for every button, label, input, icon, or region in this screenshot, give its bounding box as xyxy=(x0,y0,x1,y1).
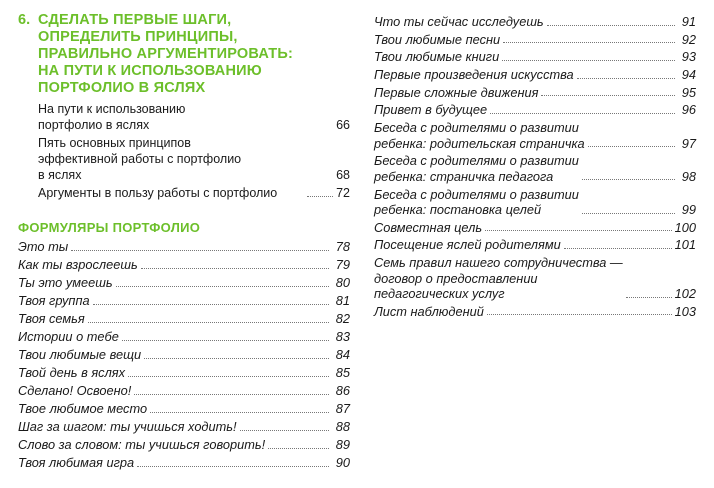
dot-leader xyxy=(541,95,675,96)
page-number: 102 xyxy=(674,286,696,302)
page-number: 84 xyxy=(335,347,350,362)
toc-entry xyxy=(374,255,696,302)
dot-leader xyxy=(582,213,675,214)
entry-title: Слово за словом: ты учишься говорить! xyxy=(18,437,266,452)
page-number: 86 xyxy=(335,383,350,398)
page-number: 95 xyxy=(681,84,696,100)
dot-leader xyxy=(128,376,329,377)
entry-title: Это ты xyxy=(18,239,69,254)
dot-leader xyxy=(88,322,329,323)
entry-title: Беседа с родителями о развитии ребенка: родительская страничка xyxy=(374,120,585,151)
page-number: 98 xyxy=(681,168,696,184)
entry-title: Твой день в яслях xyxy=(18,365,126,380)
entry-title: Совместная цель xyxy=(374,219,483,235)
section-title: ФОРМУЛЯРЫ ПОРТФОЛИО xyxy=(18,220,201,235)
entry-title: Твои любимые книги xyxy=(374,49,500,65)
entry-title: Шаг за шагом: ты учишься ходить! xyxy=(18,419,237,434)
entry-title: Истории о тебе xyxy=(18,329,119,344)
toc-entry xyxy=(374,120,696,151)
page-number: 68 xyxy=(336,168,350,182)
entry-title: Первые произведения искусства xyxy=(374,67,574,83)
entry-title: Сделано! Освоено! xyxy=(18,383,132,398)
page-number: 89 xyxy=(335,437,350,452)
dot-leader xyxy=(485,230,672,231)
entry-title: Первые сложные движения xyxy=(374,84,539,100)
toc-entry xyxy=(374,220,696,236)
entry-title: Твои любимые вещи xyxy=(18,347,142,362)
dot-leader xyxy=(547,25,675,26)
page-number: 94 xyxy=(681,67,696,83)
toc-entry xyxy=(18,401,350,417)
entry-title: Твоя семья xyxy=(18,311,85,326)
chapter-number: 6. xyxy=(18,12,31,28)
toc-list-right xyxy=(374,14,696,319)
page-number: 101 xyxy=(674,237,696,253)
toc-entry xyxy=(374,67,696,83)
subsection-entry xyxy=(38,101,350,133)
dot-leader xyxy=(582,179,675,180)
dot-leader xyxy=(122,340,329,341)
toc-entry xyxy=(18,329,350,345)
page-number: 85 xyxy=(335,365,350,380)
entry-title: Беседа с родителями о развитии ребенка: постановка целей xyxy=(374,186,579,217)
dot-leader xyxy=(71,250,329,251)
entry-title: Посещение яслей родителями xyxy=(374,237,561,253)
entry-title: Ты это умеешь xyxy=(18,275,113,290)
dot-leader xyxy=(577,78,675,79)
entry-title: Беседа с родителями о развитии ребенка: страничка педагога xyxy=(374,153,579,184)
dot-leader xyxy=(307,196,333,197)
toc-entry xyxy=(374,14,696,30)
entry-title: Твои любимые песни xyxy=(374,31,501,47)
toc-entry xyxy=(18,275,350,291)
dot-leader xyxy=(137,466,329,467)
page-number: 100 xyxy=(674,219,696,235)
subsection-entry xyxy=(38,135,350,183)
dot-leader xyxy=(487,314,672,315)
toc-entry xyxy=(18,365,350,381)
toc-entry xyxy=(18,311,350,327)
entry-title: Лист наблюдений xyxy=(374,303,484,319)
toc-entry xyxy=(18,347,350,363)
toc-entry xyxy=(374,153,696,184)
toc-entry xyxy=(18,257,350,273)
page-number: 97 xyxy=(681,135,696,151)
toc-entry xyxy=(374,237,696,253)
entry-title: Что ты сейчас исследуешь xyxy=(374,14,544,29)
dot-leader xyxy=(116,286,329,287)
entry-title: Семь правил нашего сотрудничества — договор о предоставлении педагогических услуг xyxy=(374,255,623,302)
dot-leader xyxy=(564,248,672,249)
entry-title: Привет в будущее xyxy=(374,102,488,118)
page-number: 103 xyxy=(674,303,696,319)
page-number: 99 xyxy=(681,202,696,217)
dot-leader xyxy=(150,412,329,413)
page-number: 96 xyxy=(681,102,696,118)
toc-entry xyxy=(374,49,696,65)
dot-leader xyxy=(490,113,675,114)
entry-title: Твоя группа xyxy=(18,293,90,308)
toc-entry xyxy=(374,102,696,118)
subsection-entry xyxy=(38,185,350,201)
dot-leader xyxy=(502,60,675,61)
toc-list-left xyxy=(18,239,350,471)
page-number: 93 xyxy=(681,49,696,65)
dot-leader xyxy=(93,304,329,305)
page-number: 79 xyxy=(335,257,350,272)
page-number: 90 xyxy=(335,455,350,470)
page-number: 66 xyxy=(336,118,350,132)
toc-entry xyxy=(18,419,350,435)
page-number: 78 xyxy=(335,239,350,254)
entry-title: Аргументы в пользу работы с портфолио xyxy=(38,186,278,200)
dot-leader xyxy=(134,394,329,395)
entry-title: Твое любимое место xyxy=(18,401,148,416)
right-column xyxy=(374,14,696,321)
toc-entry xyxy=(18,239,350,255)
entry-title: Твоя любимая игра xyxy=(18,455,135,470)
dot-leader xyxy=(503,42,675,43)
toc-entry xyxy=(374,304,696,320)
page-number: 87 xyxy=(335,401,350,416)
toc-entry xyxy=(18,437,350,453)
page-number: 72 xyxy=(336,186,351,200)
entry-title: Пять основных принципов эффективной работы с портфолио в яслях xyxy=(38,136,242,182)
chapter-title: СДЕЛАТЬ ПЕРВЫЕ ШАГИ, ОПРЕДЕЛИТЬ ПРИНЦИПЫ, ПРАВИЛЬНО АРГУМЕНТИРОВАТЬ: НА ПУТИ К ИСПОЛЬЗОВАНИЮ ПОРТФОЛИО В ЯСЛЯХ xyxy=(38,12,294,96)
page-number: 88 xyxy=(335,419,350,434)
dot-leader xyxy=(141,268,329,269)
toc-entry xyxy=(18,383,350,399)
dot-leader xyxy=(626,297,672,298)
dot-leader xyxy=(268,448,329,449)
page-number: 82 xyxy=(335,311,350,326)
entry-title: Как ты взрослеешь xyxy=(18,257,138,272)
chapter-heading xyxy=(18,12,350,97)
toc-entry xyxy=(18,455,350,471)
toc-entry xyxy=(374,32,696,48)
dot-leader xyxy=(240,430,329,431)
left-column xyxy=(18,12,350,473)
chapter-subsection-list xyxy=(38,101,350,201)
dot-leader xyxy=(588,146,675,147)
toc-entry xyxy=(18,293,350,309)
dot-leader xyxy=(144,358,329,359)
page-number: 91 xyxy=(681,14,696,29)
page-number: 81 xyxy=(335,293,350,308)
entry-title: На пути к использованию портфолио в яслях xyxy=(38,102,186,132)
toc-entry xyxy=(374,85,696,101)
toc-entry xyxy=(374,187,696,218)
page-number: 92 xyxy=(681,31,696,47)
page-number: 80 xyxy=(335,275,350,290)
page-number: 83 xyxy=(335,329,350,344)
